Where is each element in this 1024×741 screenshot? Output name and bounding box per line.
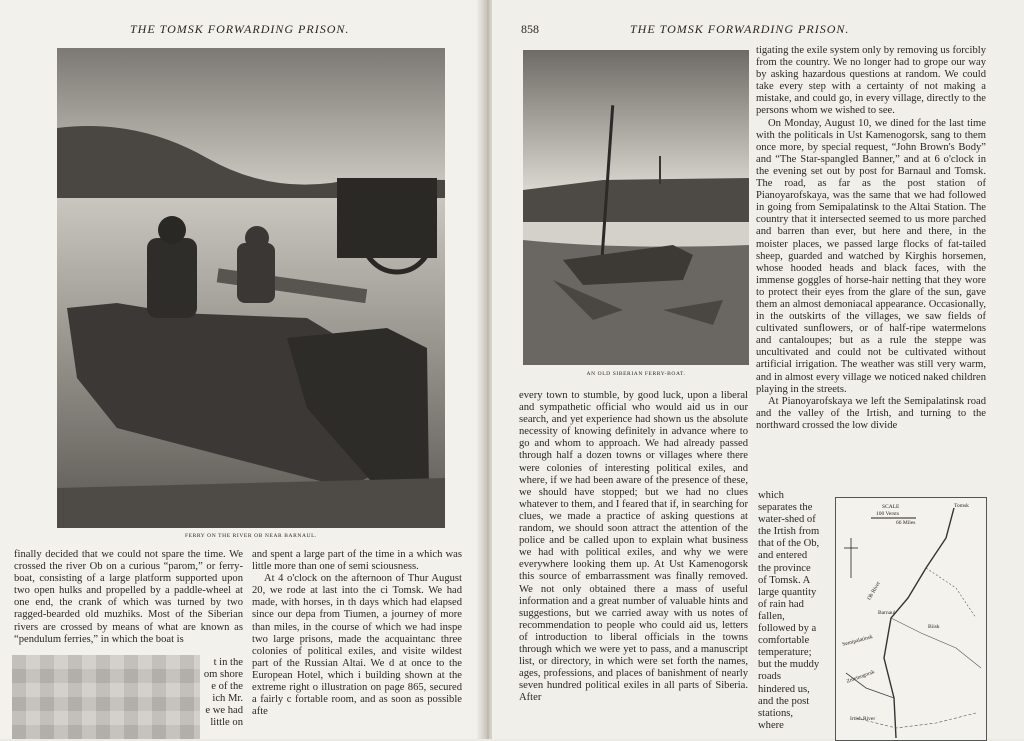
left-col2-paragraph-2: At 4 o'clock on the afternoon of Thur August 20, we rode at last into the ci Tomsk. We had made, with horses, in th days which had elapsed since our depa from Tiumen, a journey of more than miles, in the course of which we had inspe two large prisons, made the acquaintanc three colonies of political exiles, and visite wildest part of the Russian Altai. We d at once to the European Hotel, which i building shown at the extreme right o illustration on page 865, secured a fairly c fortable room, and as soon as possible afte — [252, 573, 462, 718]
left-col1-paragraph: finally decided that we could not spare the time. We crossed the river Ob on a curious “parom,” or ferry-boat, consisting of a large platform supported upon two open hulks and propelled by a paddle-wheel at one end, the crank of which was turned by two ragged-bearded old muzhiks. Most of the Siberian rivers are crossed by means of what are known as “pendulum ferries,” in which the boat is — [14, 549, 243, 645]
map-scale-versts: 100 Versts — [876, 511, 899, 517]
left-col1-tail-line: e of the — [211, 681, 243, 693]
map-label-irtish-river: Irtish River — [850, 716, 876, 722]
left-col1-tail-line: little on — [210, 717, 243, 729]
right-top-paragraph-1: tigating the exile system only by removing us forcibly from the country. We no longer had to grope our way by asking hazardous questions at random. We could take every step with a certainty of not making a mistake, and could go, in every village, directly to the persons whom we wished to see. — [756, 45, 986, 117]
map-label-biisk: Biisk — [928, 624, 940, 630]
old-ferry-boat-caption: AN OLD SIBERIAN FERRY-BOAT. — [586, 371, 686, 377]
map-label-ob-river: Ob River — [866, 580, 882, 602]
map-label-tomsk: Tomsk — [954, 503, 969, 509]
left-col1-tail-line: ich Mr. — [212, 693, 243, 705]
redacted-block — [12, 655, 200, 739]
region-map — [835, 497, 987, 741]
left-col1-tail-line: e we had — [205, 705, 243, 717]
page-number: 858 — [521, 22, 539, 36]
left-column-2 — [252, 549, 462, 739]
old-ferry-boat-illustration — [523, 50, 749, 365]
right-top-paragraph-3: At Pianoyarofskaya we left the Semipalatinsk road and the valley of the Irtish, and turning to the northward crossed the low divide — [756, 395, 986, 431]
right-page-header: THE TOMSK FORWARDING PRISON. — [630, 22, 850, 36]
left-col2-paragraph-1: and spent a large part of the time in a which was little more than one of semi sciousness. — [252, 549, 462, 573]
map-label-barnaul: Barnaul — [878, 610, 896, 616]
right-narrow-paragraph: which separates the water-shed of the Irtish from that of the Ob, and entered the province of Tomsk. A large quantity of rain had fallen, followed by a comfortable temperature; but the muddy roads hindered us, and the post stations, where — [758, 490, 820, 731]
right-mid-paragraph: every town to stumble, by good luck, upon a liberal and sympathetic official who would aid us in our search, and yet experience had shown us the absolute necessity of knowing definitely in advance where to go and whom to approach. We had already passed through half a dozen towns or villages where there were colonies of interesting political exiles, and where, if we had been aware of the presence of these, we should have stopped; but we had no clues whatever to them, and I feared that if, in searching for clues, we made a practice of asking questions at random, we should soon attract the attention of the police and be called upon to explain what business we had with political exiles, and why we were everywhere looking them up. At Ust Kamenogorsk this source of embarrassment was finally removed. We not only obtained there a mass of useful information and a great number of valuable hints and suggestions, but we carried away with us notes of recommendation to people who could aid us, letters of introduction to liberal officials in the towns through which we were yet to pass, and a manuscript list, or directory, in which were set forth the names, ages, professions, and places of banishment of nearly seven hundred political exiles in all parts of Siberia. After — [519, 390, 748, 704]
right-column-middle — [519, 390, 748, 739]
left-column-1 — [14, 549, 243, 661]
ferry-illustration-caption: FERRY ON THE RIVER OB NEAR BARNAUL. — [184, 533, 318, 539]
map-label-zmeinogorsk: Zmeinogorsk — [845, 669, 876, 685]
right-top-paragraph-2: On Monday, August 10, we dined for the last time with the politicals in Ust Kamenogorsk, sang to them once more, by special request, “John Brown's Body” and “The Star-spangled Banner,” and at 6 o'clock in the evening set out by post for Barnaul and Tomsk. The road, as far as the post station of Pianoyarofskaya, was the same that we had followed in going from Semipalatinsk to the Altai Station. The country that it intersected seemed to us more parched and barren than ever, but here and there, in the moister places, we passed large flocks of fat-tailed sheep, guarded and watched by Kirghis horsemen, whose hooded heads and black faces, with the immense goggles of horse-hair netting that they wore to protect their eyes from the glare of the sun, gave them an almost demoniacal appearance. Occasionally, in the outskirts of the villages, we saw fields of cultivated sunflowers, or of half-ripe watermelons and cantaloupes; but as a rule the steppe was uncultivated and could not be cultivated without artificial irrigation. The weather was still very warm, and in almost every village we noticed naked children playing in the streets. — [756, 117, 986, 395]
map-scale-miles: 66 Miles — [896, 520, 916, 526]
map-label-semipalatinsk: Semipalatinsk — [841, 634, 874, 648]
left-col1-tail-line: t in the — [213, 657, 243, 668]
ferry-illustration — [57, 48, 445, 528]
map-scale-label: SCALE — [882, 504, 900, 510]
left-page-header: THE TOMSK FORWARDING PRISON. — [130, 22, 350, 36]
left-column-1-tail — [200, 657, 243, 739]
right-column-top — [756, 45, 986, 490]
right-column-narrow — [758, 490, 820, 739]
left-col1-tail-line: om shore — [203, 669, 243, 681]
left-page — [0, 0, 484, 739]
